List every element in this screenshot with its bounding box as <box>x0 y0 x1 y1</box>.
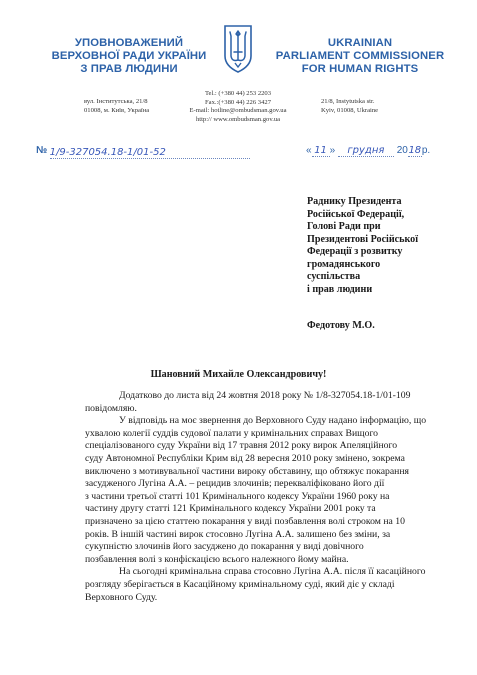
year-handwritten: 18 <box>408 145 422 156</box>
date-open-quote: « <box>306 145 312 156</box>
body-line <box>85 415 441 428</box>
month-handwritten: грудня <box>347 145 385 156</box>
address-english <box>321 98 378 115</box>
org-line: PARLIAMENT COMMISSIONER <box>275 50 445 62</box>
body-text: виключено з мотивувальної частини вироку обставину, що обтяжує покарання <box>85 465 409 477</box>
org-line: UKRAINIAN <box>327 37 393 49</box>
reference-number <box>36 145 250 157</box>
body-line <box>85 541 441 554</box>
body-text: суду Автономної Республіки Крим від 28 вересня 2010 року змінено, зокрема <box>85 452 405 464</box>
body-text: Додатково до листа від 24 жовтня 2018 року № 1/8-327054.18-1/01-109 <box>119 390 411 401</box>
org-line: УПОВНОВАЖЕНИЙ <box>74 37 184 49</box>
year-field <box>408 145 422 157</box>
phone-text: Tel.: (+380 44) 253 2203 <box>204 90 272 97</box>
body-text: сукупністю злочинів його засуджено до покарання у виді довічного <box>85 541 364 553</box>
body-line <box>85 592 441 605</box>
month-field <box>338 145 394 157</box>
body-line <box>85 453 441 466</box>
body-text: На сьогодні кримінальна справа стосовно Лугіна А.А. після її касаційного <box>119 566 426 578</box>
body-line <box>85 478 441 491</box>
recipient-line: Голові Ради при <box>307 221 381 232</box>
body-line <box>85 390 441 403</box>
body-line <box>85 503 441 516</box>
org-name-english <box>270 37 450 76</box>
org-line: ВЕРХОВНОЇ РАДИ УКРАЇНИ <box>51 50 207 62</box>
body-line <box>85 466 441 479</box>
address-line: Kyiv, 01008, Ukraine <box>321 106 379 114</box>
reference-date <box>306 145 430 157</box>
body-text: спеціалізованого суду України від 17 травня 2012 року вирок Апеляційного <box>85 440 398 452</box>
salutation: Шановний Михайле Олександровичу! <box>150 369 327 380</box>
body-text: Верховного Суду. <box>85 591 158 603</box>
recipient-line: громадянського <box>307 258 381 270</box>
body-text: з частини третьої статті 101 Кримінального кодексу України 1960 року на <box>85 490 390 502</box>
day-field <box>312 145 330 157</box>
address-line: 21/8, Instytutska str. <box>321 98 375 105</box>
trident-emblem <box>222 22 254 74</box>
body-line <box>85 403 441 416</box>
year-abbr: р. <box>421 145 431 156</box>
body-line <box>85 579 441 592</box>
body-text: засудженого Лугіна А.А. – рецидив злочинів; перекваліфіковано його дії <box>85 478 385 490</box>
body-text: позбавлення волі з конфіскацією всього належного йому майна. <box>85 553 349 565</box>
body-text: призначено за цією статтею покарання у виді позбавлення волі строком на 10 <box>85 515 405 527</box>
body-line <box>85 428 441 441</box>
recipient-line: Федерації з розвитку <box>307 246 403 257</box>
recipient-line: Російської Федерації, <box>307 208 405 220</box>
org-line: FOR HUMAN RIGHTS <box>301 63 419 75</box>
body-text: років. В іншій частині вирок стосовно Лугіна А.А. залишено без зміни, за <box>85 528 391 540</box>
fax-text: Fax.:(+380 44) 226 3427 <box>205 98 271 106</box>
letter-body <box>85 390 441 604</box>
body-text: повідомляю. <box>85 402 137 414</box>
contact-block <box>178 90 298 124</box>
recipient-block <box>307 196 457 296</box>
body-text: ухвалою колегії суддів судової палати у кримінальних справах Вищого <box>85 427 379 439</box>
reference-row <box>36 142 466 160</box>
recipient-line: і прав людини <box>307 283 373 295</box>
body-line <box>85 554 441 567</box>
reference-number-handwritten: 1/9-327054.18-1/01-52 <box>49 147 166 158</box>
year-prefix: 20 <box>396 145 408 156</box>
body-text: розгляду зберігається в Касаційному кримінальному суді, який діє у складі <box>85 578 395 590</box>
body-line <box>85 529 441 542</box>
address-ukrainian <box>84 98 149 115</box>
address-line: вул. Інститутська, 21/8 <box>84 98 148 105</box>
number-sign: № <box>36 145 48 156</box>
recipient-line: суспільства <box>307 271 361 282</box>
body-line <box>85 440 441 453</box>
recipient-name: Федотову М.О. <box>307 320 375 331</box>
body-line <box>85 516 441 529</box>
body-text: У відповідь на моє звернення до Верховного Суду надано інформацію, що <box>119 415 427 427</box>
body-text: частину другу статті 121 Кримінального кодексу України 2001 року та <box>85 503 376 515</box>
org-line: З ПРАВ ЛЮДИНИ <box>80 63 178 75</box>
recipient-line: Президентові Російської <box>307 233 419 245</box>
email-text: E-mail: hotline@ombudsman.gov.ua <box>189 107 287 114</box>
body-line <box>85 566 441 579</box>
address-line: 01008, м. Київ, Україна <box>84 106 150 114</box>
body-line <box>85 491 441 504</box>
recipient-line: Раднику Президента <box>307 196 402 207</box>
org-name-ukrainian <box>44 37 214 76</box>
date-close-quote: » <box>329 145 336 156</box>
day-handwritten: 11 <box>314 145 327 156</box>
reference-field <box>50 147 250 159</box>
website-text: http:// www.ombudsman.gov.ua <box>195 115 281 123</box>
